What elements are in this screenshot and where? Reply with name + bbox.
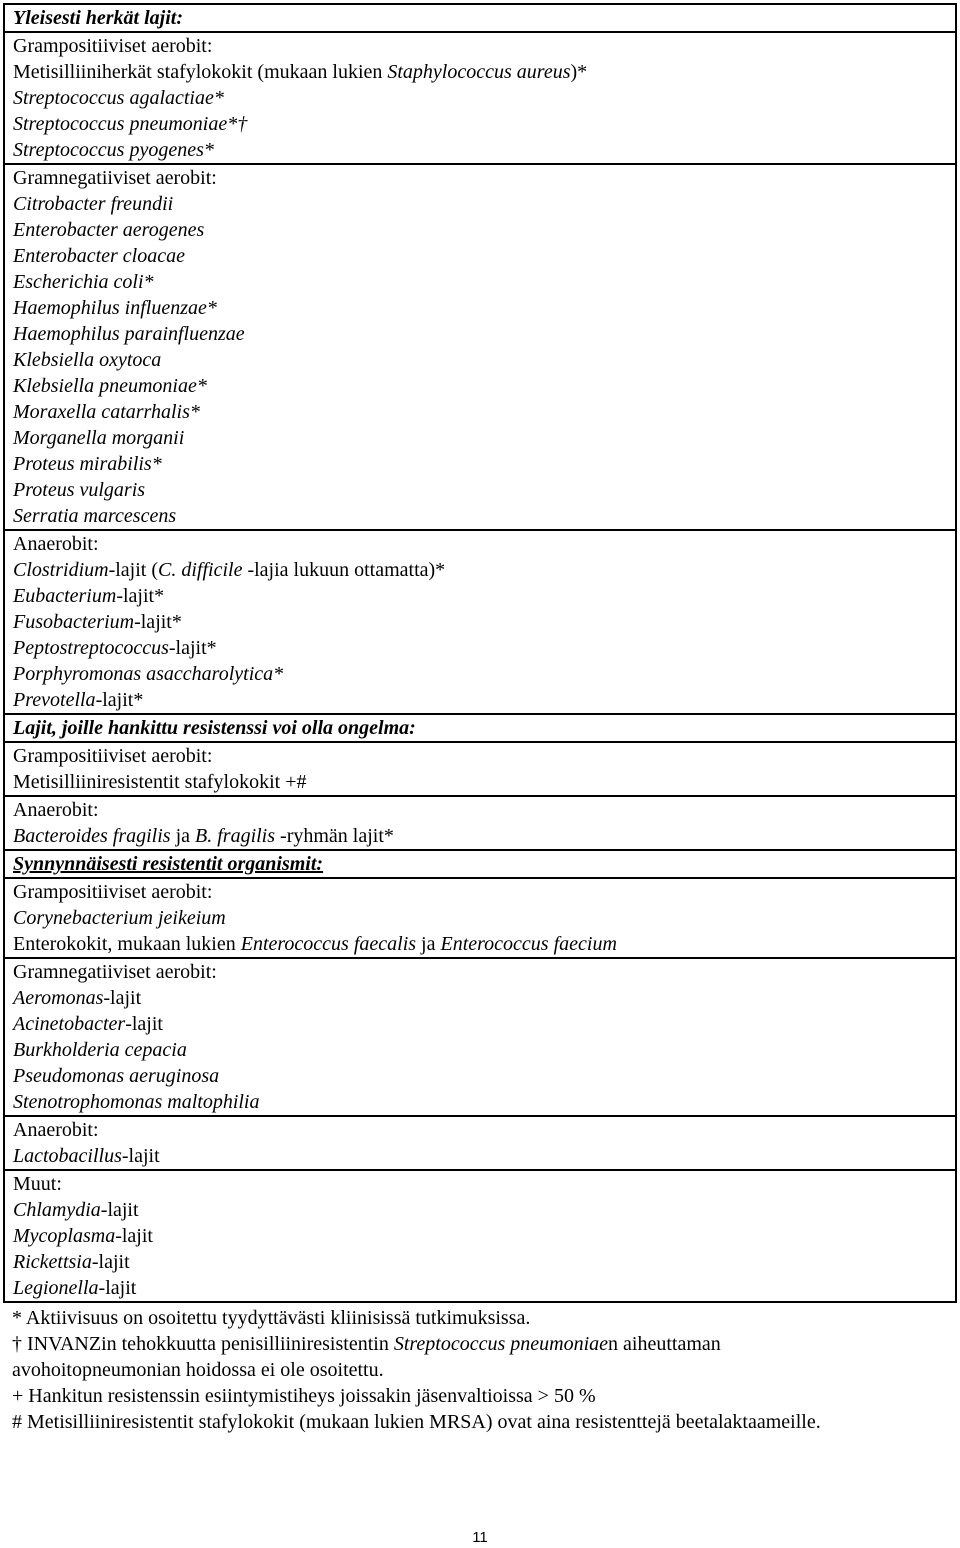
footnote-dagger: † INVANZin tehokkuutta penisilliiniresistentin Streptococcus pneumoniaen aiheuttaman (12, 1333, 721, 1355)
label-gram-negative: Gramnegatiiviset aerobit: (13, 961, 217, 983)
susceptibility-table (3, 3, 957, 1303)
list-item: Proteus mirabilis* (13, 453, 162, 475)
list-item: Escherichia coli* (13, 271, 154, 293)
label-gram-positive: Grampositiiviset aerobit: (13, 881, 213, 903)
row-heading-acquired-resistance (4, 714, 956, 742)
heading-intrinsic-resistance: Synnynnäisesti resistentit organismit: (13, 853, 324, 875)
list-item: Chlamydia-lajit (13, 1199, 139, 1221)
list-item: Metisilliiniresistentit stafylokokit +# (13, 771, 307, 793)
page-number: 11 (472, 1529, 488, 1546)
list-item: Streptococcus agalactiae* (13, 87, 224, 109)
list-item: Enterobacter aerogenes (13, 219, 205, 241)
list-item: Pseudomonas aeruginosa (13, 1065, 220, 1087)
list-item: Peptostreptococcus-lajit* (13, 637, 217, 659)
footnote-dagger-continued: avohoitopneumonian hoidossa ei ole osoitettu. (12, 1359, 384, 1381)
list-item: Streptococcus pyogenes* (13, 139, 214, 161)
list-item: Corynebacterium jeikeium (13, 907, 226, 929)
row-resistant-gram-positive (4, 742, 956, 796)
list-item: Streptococcus pneumoniae*† (13, 113, 248, 135)
list-item: Bacteroides fragilis ja B. fragilis -ryhmän lajit* (13, 825, 394, 847)
list-item: Proteus vulgaris (13, 479, 146, 501)
row-gram-negative-aerobes (4, 164, 956, 530)
heading-susceptible: Yleisesti herkät lajit: (13, 7, 183, 29)
list-item: Haemophilus parainfluenzae (13, 323, 245, 345)
list-item: Stenotrophomonas maltophilia (13, 1091, 260, 1113)
footnote-hash: # Metisilliiniresistentit stafylokokit (mukaan lukien MRSA) ovat aina resistenttejä beetalaktaameille. (12, 1411, 821, 1433)
list-item: Lactobacillus-lajit (13, 1145, 160, 1167)
list-item: Klebsiella pneumoniae* (13, 375, 207, 397)
list-item: Acinetobacter-lajit (13, 1013, 163, 1035)
list-item: Morganella morganii (13, 427, 185, 449)
label-anaerobes: Anaerobit: (13, 799, 99, 821)
heading-acquired-resistance: Lajit, joille hankittu resistenssi voi olla ongelma: (13, 717, 416, 739)
list-item: Enterokokit, mukaan lukien Enterococcus faecalis ja Enterococcus faecium (13, 933, 617, 955)
row-intrinsic-other (4, 1170, 956, 1302)
list-item: Metisilliiniherkät stafylokokit (mukaan lukien Staphylococcus aureus)* (13, 61, 588, 83)
footnote-plus: + Hankitun resistenssin esiintymistiheys joissakin jäsenvaltioissa > 50 % (12, 1385, 596, 1407)
label-gram-positive: Grampositiiviset aerobit: (13, 35, 213, 57)
list-item: Legionella-lajit (13, 1277, 137, 1299)
row-intrinsic-gram-negative (4, 958, 956, 1116)
row-anaerobes (4, 530, 956, 714)
document-page (3, 3, 957, 1435)
label-gram-positive: Grampositiiviset aerobit: (13, 745, 213, 767)
row-heading-intrinsic-resistance (4, 850, 956, 878)
row-intrinsic-anaerobes (4, 1116, 956, 1170)
row-resistant-anaerobes (4, 796, 956, 850)
list-item: Rickettsia-lajit (13, 1251, 130, 1273)
row-gram-positive-aerobes (4, 32, 956, 164)
list-item: Haemophilus influenzae* (13, 297, 217, 319)
list-item: Serratia marcescens (13, 505, 177, 527)
list-item: Burkholderia cepacia (13, 1039, 187, 1061)
list-item: Clostridium-lajit (C. difficile -lajia lukuun ottamatta)* (13, 559, 446, 581)
list-item: Prevotella-lajit* (13, 689, 144, 711)
list-item: Citrobacter freundii (13, 193, 174, 215)
list-item: Aeromonas-lajit (13, 987, 142, 1009)
label-gram-negative: Gramnegatiiviset aerobit: (13, 167, 217, 189)
list-item: Klebsiella oxytoca (13, 349, 162, 371)
footnotes (3, 1303, 957, 1435)
list-item: Mycoplasma-lajit (13, 1225, 153, 1247)
list-item: Enterobacter cloacae (13, 245, 185, 267)
label-anaerobes: Anaerobit: (13, 1119, 99, 1141)
label-anaerobes: Anaerobit: (13, 533, 99, 555)
row-heading-susceptible (4, 4, 956, 32)
list-item: Porphyromonas asaccharolytica* (13, 663, 284, 685)
list-item: Eubacterium-lajit* (13, 585, 165, 607)
label-other: Muut: (13, 1173, 62, 1195)
list-item: Moraxella catarrhalis* (13, 401, 200, 423)
row-intrinsic-gram-positive (4, 878, 956, 958)
footnote-asterisk: * Aktiivisuus on osoitettu tyydyttävästi kliinisissä tutkimuksissa. (12, 1307, 531, 1329)
list-item: Fusobacterium-lajit* (13, 611, 182, 633)
